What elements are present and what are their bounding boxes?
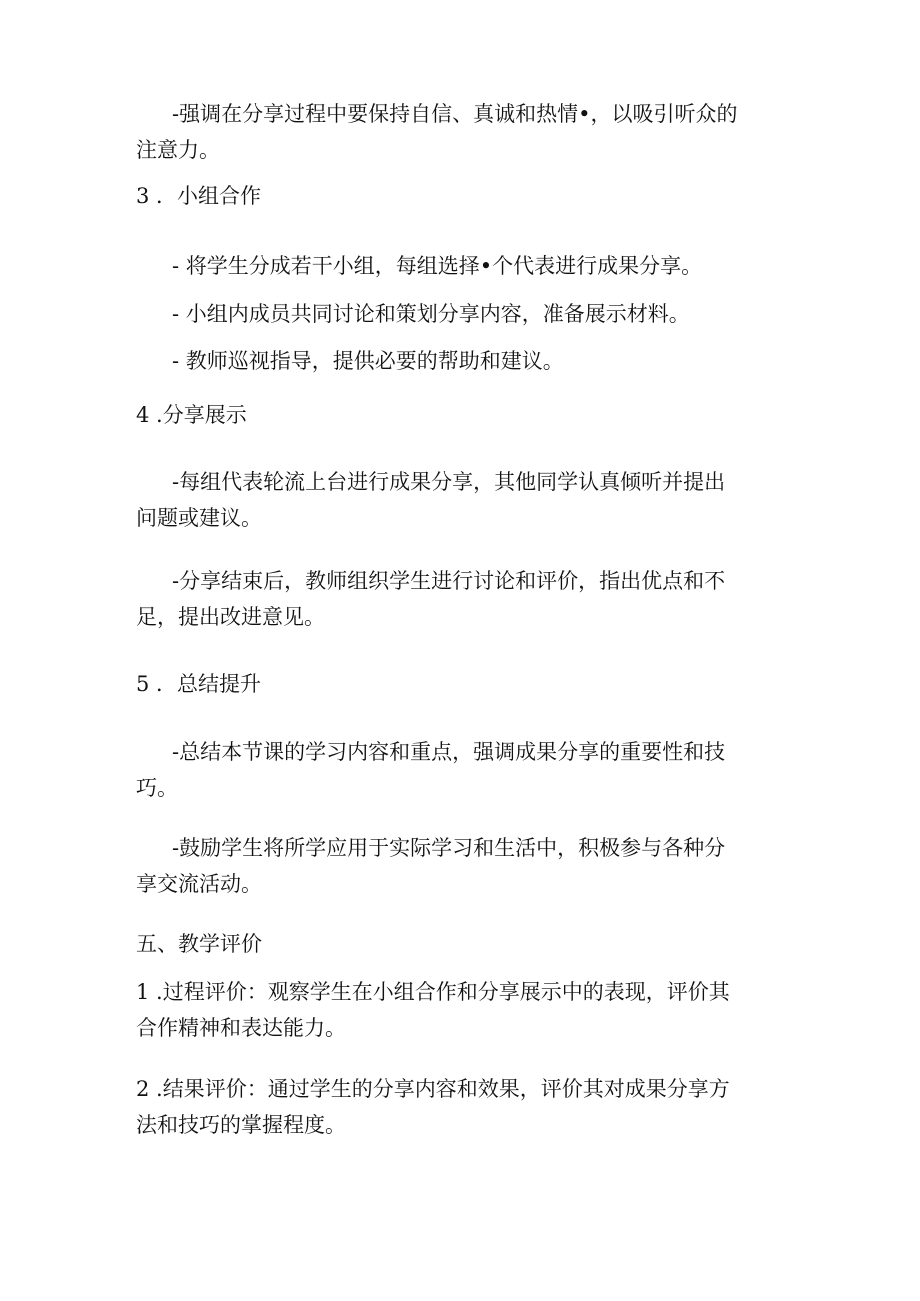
heading-teaching-evaluation (136, 926, 262, 962)
text-line: -强调在分享过程中要保持自信、真诚和热情•，以吸引听众的 (172, 102, 738, 126)
paragraph-divide-groups (172, 248, 702, 284)
text-line: - 小组内成员共同讨论和策划分享内容，准备展示材料。 (172, 302, 690, 326)
text-line: - 教师巡视指导，提供必要的帮助和建议。 (172, 349, 564, 373)
paragraph-presentation-attitude (136, 96, 737, 168)
text-line: 巧。 (136, 776, 178, 800)
text-line: 2 .结果评价：通过学生的分享内容和效果，评价其对成果分享方 (136, 1077, 730, 1101)
paragraph-group-discussion (172, 296, 690, 332)
text-line: 五、教学评价 (136, 932, 262, 956)
heading-group-work (136, 178, 261, 214)
heading-summary (136, 666, 261, 702)
paragraph-discussion-evaluation (136, 563, 725, 635)
text-line: 合作精神和表达能力。 (136, 1016, 346, 1040)
text-line: 5 ．总结提升 (136, 672, 262, 696)
paragraph-teacher-guidance (172, 343, 564, 379)
paragraph-summarize-lesson (136, 734, 725, 806)
text-line: -分享结束后，教师组织学生进行讨论和评价，指出优点和不 (172, 569, 726, 593)
text-line: 4 .分享展示 (136, 403, 247, 427)
paragraph-encourage-application (136, 830, 725, 902)
text-line: 1 .过程评价：观察学生在小组合作和分享展示中的表现，评价其 (136, 980, 730, 1004)
paragraph-result-evaluation (136, 1071, 730, 1143)
text-line: -鼓励学生将所学应用于实际学习和生活中，积极参与各种分 (172, 836, 726, 860)
heading-sharing-display (136, 397, 247, 433)
text-line: -总结本节课的学习内容和重点，强调成果分享的重要性和技 (172, 740, 726, 764)
paragraph-representative-sharing (136, 464, 725, 536)
text-line: 3 ．小组合作 (136, 184, 262, 208)
text-line: 足，提出改进意见。 (136, 605, 325, 629)
text-line: 注意力。 (136, 138, 220, 162)
text-line: 享交流活动。 (136, 872, 262, 896)
text-line: -每组代表轮流上台进行成果分享，其他同学认真倾听并提出 (172, 470, 726, 494)
text-line: 法和技巧的掌握程度。 (136, 1113, 346, 1137)
text-line: - 将学生分成若干小组，每组选择•个代表进行成果分享。 (172, 254, 703, 278)
paragraph-process-evaluation (136, 974, 730, 1046)
text-line: 问题或建议。 (136, 506, 262, 530)
